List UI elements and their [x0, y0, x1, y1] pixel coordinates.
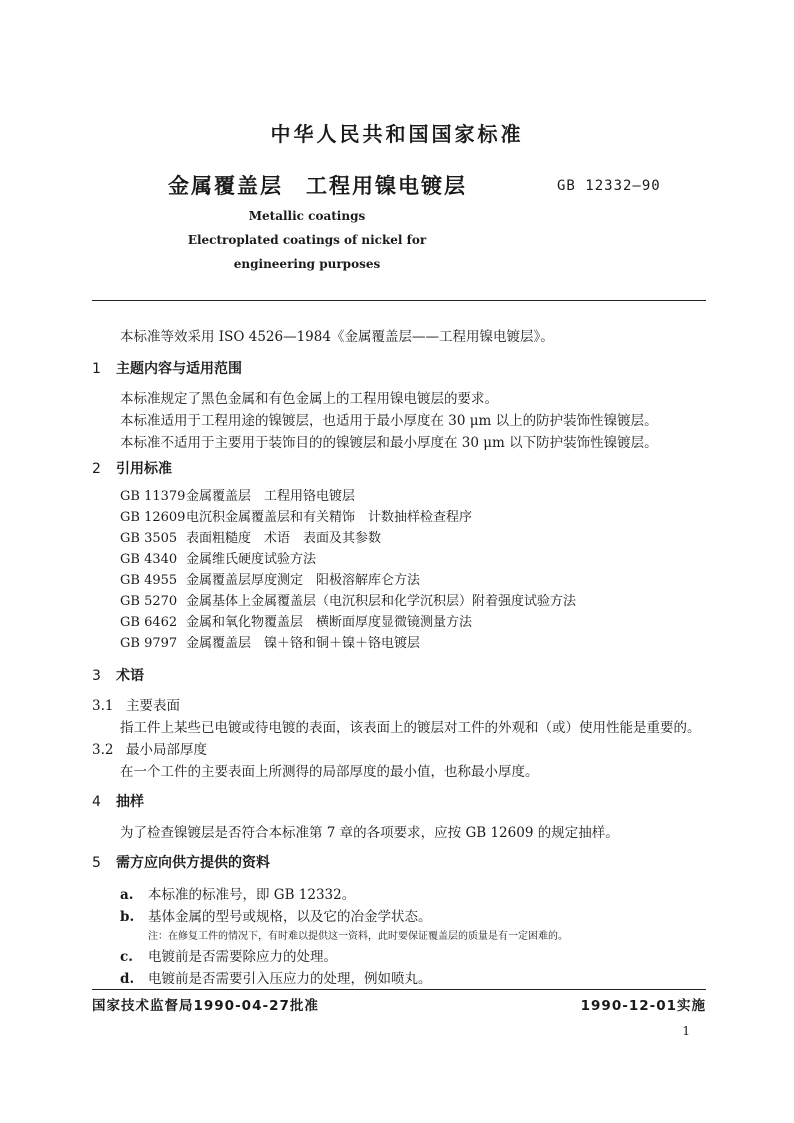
section-1-paragraph: 本标准适用于工程用途的镍镀层，也适用于最小厚度在 30 μm 以上的防护装饰性镍镀层。 — [120, 413, 658, 429]
subsection-title: 最小局部厚度 — [126, 742, 207, 758]
reference-title: 金属和氧化物覆盖层 横断面厚度显微镜测量方法 — [186, 615, 473, 630]
item-letter: a. — [120, 887, 134, 903]
item-letter: b. — [120, 909, 135, 925]
requirement-item — [120, 945, 337, 965]
page-number: 1 — [682, 1024, 690, 1038]
subsection-3-2-text: 在一个工件的主要表面上所测得的局部厚度的最小值，也称最小厚度。 — [120, 764, 539, 780]
section-number: 2 — [92, 461, 101, 477]
requirement-item — [120, 905, 432, 925]
reference-title: 金属覆盖层厚度测定 阳极溶解库仑方法 — [186, 573, 421, 588]
effective-date: 1990-12-01实施 — [580, 998, 706, 1014]
note-text: 注：在修复工件的情况下，有时难以提供这一资料，此时要保证覆盖层的质量是有一定困难的。 — [148, 931, 568, 942]
english-title-line-1: Metallic coatings — [248, 209, 366, 223]
reference-title: 金属覆盖层 镍＋铬和铜＋镍＋铬电镀层 — [186, 636, 421, 651]
section-4-heading — [92, 791, 144, 811]
reference-code: GB 3505 — [120, 531, 178, 546]
reference-code: GB 4340 — [120, 552, 178, 567]
section-title: 术语 — [116, 668, 144, 684]
reference-code: GB 9797 — [120, 636, 178, 651]
section-4-text: 为了检查镍镀层是否符合本标准第 7 章的各项要求，应按 GB 12609 的规定抽样。 — [120, 825, 619, 841]
item-text: 基体金属的型号或规格，以及它的冶金学状态。 — [148, 909, 432, 925]
reference-title: 金属维氏硬度试验方法 — [186, 552, 317, 567]
english-title-line-3: engineering purposes — [233, 257, 381, 271]
section-1-heading — [92, 358, 242, 378]
reference-item — [120, 485, 355, 504]
subsection-title: 主要表面 — [126, 698, 180, 714]
item-letter: c. — [120, 949, 133, 965]
reference-title: 表面粗糙度 术语 表面及其参数 — [186, 531, 382, 546]
standard-category-title: 中华人民共和国国家标准 — [270, 122, 524, 146]
reference-title: 金属覆盖层 工程用铬电镀层 — [186, 489, 356, 504]
reference-item — [120, 548, 316, 567]
section-2-heading — [92, 458, 172, 478]
subsection-3-2-heading — [92, 738, 207, 758]
reference-item — [120, 590, 576, 609]
section-number: 4 — [92, 794, 101, 810]
reference-item — [120, 506, 472, 525]
section-number: 5 — [92, 855, 101, 871]
item-text: 电镀前是否需要除应力的处理。 — [148, 949, 337, 965]
subsection-number: 3.1 — [92, 698, 114, 714]
reference-code: GB 6462 — [120, 615, 178, 630]
section-title: 引用标准 — [116, 461, 172, 477]
requirement-item — [120, 883, 355, 903]
reference-item — [120, 632, 420, 651]
reference-item — [120, 611, 472, 630]
reference-code: GB 4955 — [120, 573, 178, 588]
section-3-heading — [92, 665, 144, 685]
section-5-heading — [92, 852, 270, 872]
subsection-3-1-text: 指工件上某些已电镀或待电镀的表面，该表面上的镀层对工件的外观和（或）使用性能是重要的。 — [120, 720, 701, 736]
reference-title: 电沉积金属覆盖层和有关精饰 计数抽样检查程序 — [186, 510, 473, 525]
item-letter: d. — [120, 971, 135, 987]
reference-title: 金属基体上金属覆盖层（电沉积层和化学沉积层）附着强度试验方法 — [186, 594, 577, 609]
reference-code: GB 11379 — [120, 489, 186, 504]
footer-divider — [92, 989, 706, 990]
item-text: 电镀前是否需要引入压应力的处理，例如喷丸。 — [148, 971, 432, 987]
section-title: 主题内容与适用范围 — [116, 361, 242, 377]
reference-item — [120, 569, 420, 588]
section-title: 抽样 — [116, 794, 144, 810]
document-code: GB 12332—90 — [557, 178, 661, 194]
section-1-paragraph: 本标准规定了黑色金属和有色金属上的工程用镍电镀层的要求。 — [120, 391, 498, 407]
section-title: 需方应向供方提供的资料 — [116, 855, 270, 871]
english-title-line-2: Electroplated coatings of nickel for — [187, 233, 427, 247]
requirement-item — [120, 967, 432, 987]
reference-item — [120, 527, 381, 546]
section-number: 1 — [92, 361, 101, 377]
reference-code: GB 12609 — [120, 510, 186, 525]
section-1-paragraph: 本标准不适用于主要用于装饰目的的镍镀层和最小厚度在 30 μm 以下防护装饰性镍镀层。 — [120, 435, 658, 451]
subsection-3-1-heading — [92, 694, 180, 714]
reference-code: GB 5270 — [120, 594, 178, 609]
section-number: 3 — [92, 668, 101, 684]
subsection-number: 3.2 — [92, 742, 114, 758]
header-divider — [92, 300, 706, 301]
document-title: 金属覆盖层 工程用镍电镀层 — [168, 174, 467, 198]
approval-date: 国家技术监督局1990-04-27批准 — [92, 998, 319, 1014]
item-text: 本标准的标准号，即 GB 12332。 — [148, 887, 356, 903]
intro-paragraph: 本标准等效采用 ISO 4526—1984《金属覆盖层——工程用镍电镀层》。 — [120, 329, 554, 345]
